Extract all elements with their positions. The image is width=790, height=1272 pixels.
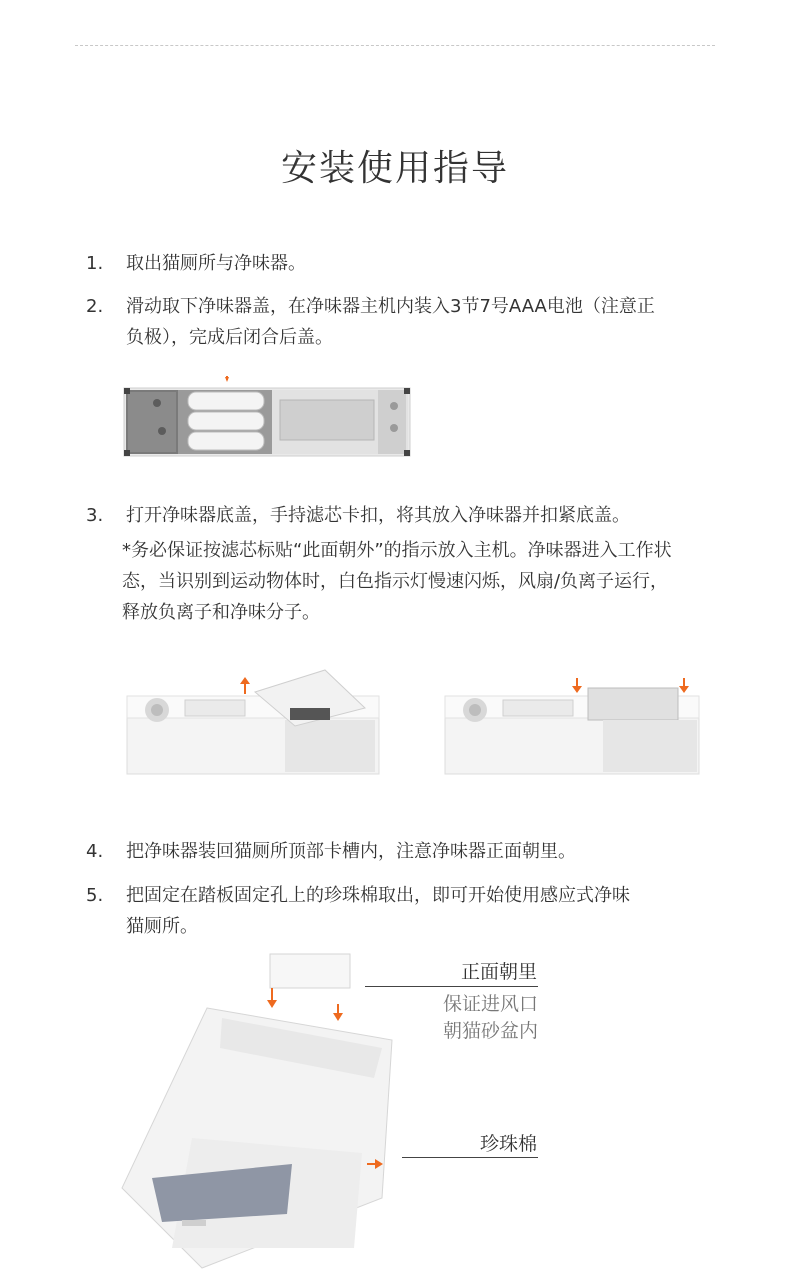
step-1 [86,248,686,279]
battery-compartment-image [122,376,412,462]
step-2 [86,291,666,353]
litter-box-image [112,948,402,1272]
callout-front: 正面朝里 [461,961,538,983]
filter-note: *务必保证按滤芯标贴“此面朝外”的指示放入主机。净味器进入工作状态，当识别到运动物体时，白色指示灯慢速闪烁，风扇/负离子运行，释放负离子和净味分子。 [122,540,672,623]
callout-foam-line [402,1157,538,1158]
step-text: 把固定在踏板固定孔上的珍珠棉取出，即可开始使用感应式净味猫厕所。 [126,885,630,937]
step-number: 4. [86,841,104,862]
step-text: 把净味器装回猫厕所顶部卡槽内，注意净味器正面朝里。 [126,841,576,862]
filter-open-image [125,668,381,780]
step-3 [86,500,686,531]
step-text: 滑动取下净味器盖，在净味器主机内装入3节7号AAA电池（注意正负极），完成后闭合后盖。 [126,296,655,348]
callout-front-sub [418,991,538,1045]
step-number: 1. [86,253,104,274]
step-text: 打开净味器底盖，手持滤芯卡扣，将其放入净味器并扣紧底盖。 [126,505,630,526]
step-number: 3. [86,505,104,526]
step-number: 5. [86,885,104,906]
callout-front-line [365,986,538,987]
callout-front-sub-line-2: 朝猫砂盆内 [442,1020,538,1042]
step-5 [86,880,646,942]
top-divider [75,45,715,46]
callout-foam: 珍珠棉 [480,1133,538,1155]
page-title: 安装使用指导 [280,148,509,189]
step-text: 取出猫厕所与净味器。 [126,253,306,274]
step-4 [86,836,686,867]
filter-closed-image [443,668,703,780]
callout-front-sub-line-1: 保证进风口 [442,993,538,1015]
step-number: 2. [86,296,104,317]
